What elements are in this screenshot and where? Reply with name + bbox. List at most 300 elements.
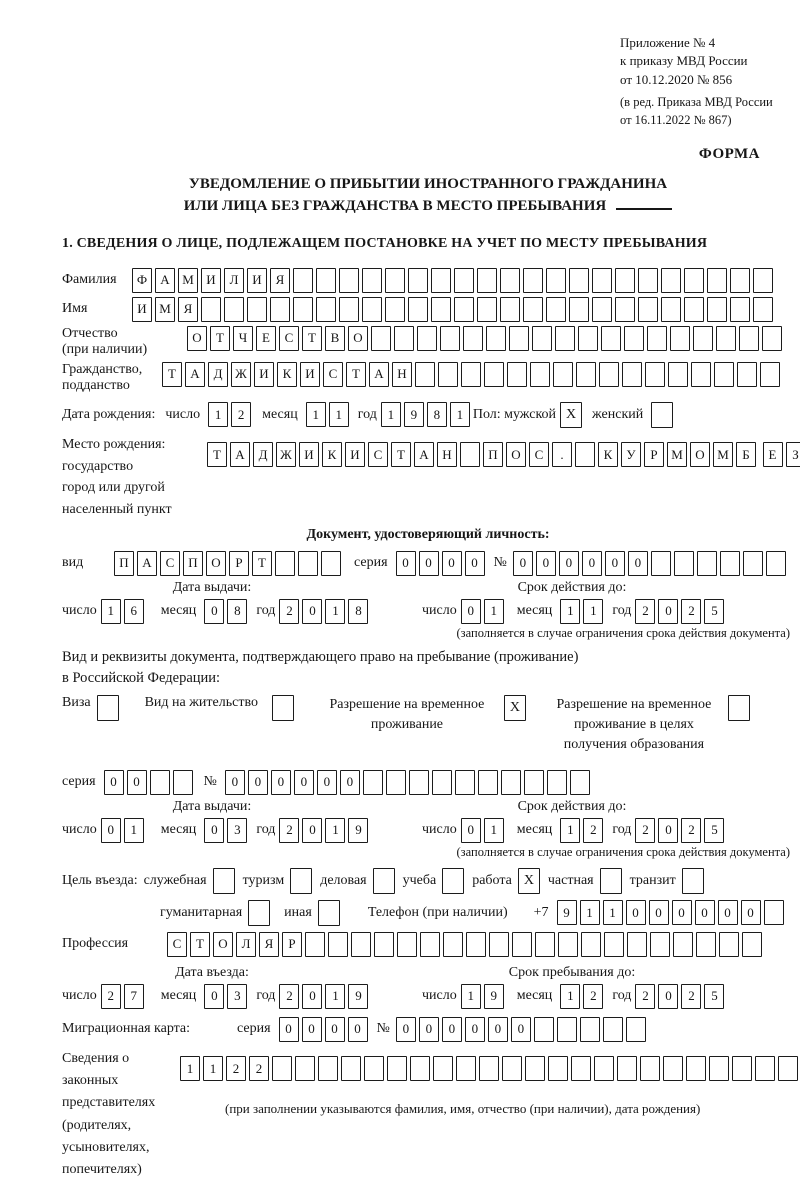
char-cell[interactable] <box>576 362 596 387</box>
char-cell[interactable]: 9 <box>348 984 368 1009</box>
char-cell[interactable]: 3 <box>227 984 247 1009</box>
char-cell[interactable] <box>466 932 486 957</box>
char-cell[interactable] <box>433 1056 453 1081</box>
char-cell[interactable] <box>647 326 667 351</box>
char-cell[interactable]: К <box>598 442 618 467</box>
char-cell[interactable]: И <box>254 362 274 387</box>
char-cell[interactable]: 2 <box>681 818 701 843</box>
residence-permit-checkbox[interactable] <box>272 695 294 721</box>
char-cell[interactable] <box>224 297 244 322</box>
char-cell[interactable] <box>592 297 612 322</box>
char-cell[interactable]: 0 <box>672 900 692 925</box>
char-cell[interactable] <box>409 770 429 795</box>
char-cell[interactable]: Я <box>270 268 290 293</box>
char-cell[interactable]: П <box>483 442 503 467</box>
char-cell[interactable] <box>374 932 394 957</box>
char-cell[interactable]: 0 <box>204 984 224 1009</box>
char-cell[interactable] <box>477 297 497 322</box>
char-cell[interactable] <box>553 362 573 387</box>
char-cell[interactable]: 0 <box>442 1017 462 1042</box>
char-cell[interactable]: 0 <box>658 599 678 624</box>
male-checkbox[interactable]: X <box>560 402 582 428</box>
char-cell[interactable]: С <box>279 326 299 351</box>
char-cell[interactable]: Я <box>259 932 279 957</box>
char-cell[interactable] <box>509 326 529 351</box>
char-cell[interactable] <box>670 326 690 351</box>
char-cell[interactable]: 9 <box>404 402 424 427</box>
char-cell[interactable] <box>438 362 458 387</box>
char-cell[interactable] <box>351 932 371 957</box>
char-cell[interactable]: 0 <box>419 551 439 576</box>
char-cell[interactable]: У <box>621 442 641 467</box>
char-cell[interactable]: 1 <box>325 984 345 1009</box>
char-cell[interactable] <box>570 770 590 795</box>
char-cell[interactable] <box>601 326 621 351</box>
char-cell[interactable]: Т <box>391 442 411 467</box>
char-cell[interactable] <box>362 268 382 293</box>
char-cell[interactable] <box>693 326 713 351</box>
char-cell[interactable]: 0 <box>658 818 678 843</box>
char-cell[interactable]: С <box>160 551 180 576</box>
char-cell[interactable]: Т <box>346 362 366 387</box>
char-cell[interactable] <box>524 770 544 795</box>
char-cell[interactable]: И <box>132 297 152 322</box>
char-cell[interactable] <box>431 297 451 322</box>
char-cell[interactable] <box>479 1056 499 1081</box>
char-cell[interactable] <box>691 362 711 387</box>
char-cell[interactable] <box>201 297 221 322</box>
char-cell[interactable]: Т <box>210 326 230 351</box>
char-cell[interactable] <box>477 268 497 293</box>
char-cell[interactable] <box>617 1056 637 1081</box>
char-cell[interactable]: 2 <box>583 984 603 1009</box>
char-cell[interactable] <box>732 1056 752 1081</box>
transit-checkbox[interactable] <box>682 868 704 894</box>
char-cell[interactable]: Л <box>224 268 244 293</box>
char-cell[interactable]: 0 <box>559 551 579 576</box>
char-cell[interactable] <box>534 1017 554 1042</box>
char-cell[interactable] <box>650 932 670 957</box>
char-cell[interactable] <box>578 326 598 351</box>
char-cell[interactable] <box>500 268 520 293</box>
char-cell[interactable] <box>707 268 727 293</box>
char-cell[interactable]: Р <box>644 442 664 467</box>
char-cell[interactable]: 1 <box>306 402 326 427</box>
char-cell[interactable] <box>341 1056 361 1081</box>
char-cell[interactable] <box>408 297 428 322</box>
char-cell[interactable]: Т <box>207 442 227 467</box>
char-cell[interactable]: Ж <box>276 442 296 467</box>
char-cell[interactable] <box>592 268 612 293</box>
char-cell[interactable] <box>247 297 267 322</box>
char-cell[interactable] <box>500 297 520 322</box>
char-cell[interactable] <box>275 551 295 576</box>
char-cell[interactable] <box>432 770 452 795</box>
char-cell[interactable] <box>525 1056 545 1081</box>
char-cell[interactable] <box>410 1056 430 1081</box>
char-cell[interactable]: В <box>325 326 345 351</box>
char-cell[interactable] <box>581 932 601 957</box>
char-cell[interactable]: 1 <box>208 402 228 427</box>
char-cell[interactable]: Д <box>208 362 228 387</box>
char-cell[interactable]: 0 <box>348 1017 368 1042</box>
char-cell[interactable]: С <box>368 442 388 467</box>
char-cell[interactable]: Т <box>190 932 210 957</box>
char-cell[interactable] <box>478 770 498 795</box>
char-cell[interactable] <box>463 326 483 351</box>
char-cell[interactable] <box>417 326 437 351</box>
char-cell[interactable] <box>645 362 665 387</box>
char-cell[interactable]: 1 <box>560 818 580 843</box>
char-cell[interactable] <box>293 297 313 322</box>
char-cell[interactable] <box>293 268 313 293</box>
char-cell[interactable]: 0 <box>582 551 602 576</box>
char-cell[interactable]: М <box>155 297 175 322</box>
char-cell[interactable]: 1 <box>583 599 603 624</box>
char-cell[interactable] <box>415 362 435 387</box>
char-cell[interactable]: И <box>201 268 221 293</box>
char-cell[interactable]: Е <box>256 326 276 351</box>
char-cell[interactable]: 2 <box>101 984 121 1009</box>
char-cell[interactable] <box>569 268 589 293</box>
char-cell[interactable]: 0 <box>248 770 268 795</box>
char-cell[interactable] <box>599 362 619 387</box>
char-cell[interactable]: 0 <box>465 1017 485 1042</box>
char-cell[interactable]: Б <box>736 442 756 467</box>
char-cell[interactable]: 0 <box>511 1017 531 1042</box>
char-cell[interactable]: С <box>323 362 343 387</box>
char-cell[interactable]: 2 <box>635 984 655 1009</box>
char-cell[interactable]: 9 <box>484 984 504 1009</box>
char-cell[interactable]: 2 <box>279 599 299 624</box>
char-cell[interactable]: 0 <box>104 770 124 795</box>
char-cell[interactable]: 0 <box>649 900 669 925</box>
char-cell[interactable]: О <box>187 326 207 351</box>
char-cell[interactable]: 2 <box>681 599 701 624</box>
char-cell[interactable] <box>502 1056 522 1081</box>
char-cell[interactable]: 0 <box>225 770 245 795</box>
char-cell[interactable]: 2 <box>279 984 299 1009</box>
char-cell[interactable] <box>535 932 555 957</box>
char-cell[interactable]: 1 <box>484 599 504 624</box>
char-cell[interactable] <box>316 297 336 322</box>
char-cell[interactable]: 1 <box>203 1056 223 1081</box>
private-checkbox[interactable] <box>600 868 622 894</box>
char-cell[interactable]: 0 <box>461 818 481 843</box>
char-cell[interactable]: 1 <box>603 900 623 925</box>
char-cell[interactable] <box>339 268 359 293</box>
char-cell[interactable] <box>270 297 290 322</box>
char-cell[interactable] <box>580 1017 600 1042</box>
char-cell[interactable] <box>557 1017 577 1042</box>
char-cell[interactable] <box>321 551 341 576</box>
char-cell[interactable] <box>363 770 383 795</box>
char-cell[interactable]: 1 <box>381 402 401 427</box>
char-cell[interactable]: М <box>713 442 733 467</box>
char-cell[interactable] <box>387 1056 407 1081</box>
char-cell[interactable]: 0 <box>626 900 646 925</box>
char-cell[interactable]: М <box>178 268 198 293</box>
char-cell[interactable] <box>762 326 782 351</box>
char-cell[interactable] <box>546 268 566 293</box>
char-cell[interactable] <box>778 1056 798 1081</box>
char-cell[interactable]: А <box>414 442 434 467</box>
char-cell[interactable] <box>408 268 428 293</box>
char-cell[interactable] <box>440 326 460 351</box>
char-cell[interactable] <box>328 932 348 957</box>
char-cell[interactable] <box>571 1056 591 1081</box>
char-cell[interactable]: 1 <box>325 818 345 843</box>
char-cell[interactable]: 1 <box>124 818 144 843</box>
char-cell[interactable] <box>696 932 716 957</box>
char-cell[interactable]: 0 <box>536 551 556 576</box>
char-cell[interactable]: О <box>213 932 233 957</box>
char-cell[interactable]: А <box>369 362 389 387</box>
char-cell[interactable]: 0 <box>325 1017 345 1042</box>
char-cell[interactable] <box>714 362 734 387</box>
char-cell[interactable] <box>386 770 406 795</box>
char-cell[interactable] <box>512 932 532 957</box>
char-cell[interactable]: Р <box>282 932 302 957</box>
char-cell[interactable]: 0 <box>302 984 322 1009</box>
char-cell[interactable]: 1 <box>329 402 349 427</box>
char-cell[interactable] <box>385 268 405 293</box>
char-cell[interactable]: Т <box>162 362 182 387</box>
char-cell[interactable]: К <box>322 442 342 467</box>
char-cell[interactable]: Т <box>302 326 322 351</box>
char-cell[interactable]: 2 <box>635 599 655 624</box>
char-cell[interactable] <box>661 268 681 293</box>
char-cell[interactable] <box>362 297 382 322</box>
char-cell[interactable] <box>663 1056 683 1081</box>
char-cell[interactable] <box>753 268 773 293</box>
char-cell[interactable] <box>709 1056 729 1081</box>
char-cell[interactable]: 7 <box>124 984 144 1009</box>
char-cell[interactable]: 0 <box>465 551 485 576</box>
char-cell[interactable]: Л <box>236 932 256 957</box>
char-cell[interactable] <box>150 770 170 795</box>
char-cell[interactable]: 0 <box>294 770 314 795</box>
char-cell[interactable]: 0 <box>461 599 481 624</box>
char-cell[interactable] <box>454 297 474 322</box>
char-cell[interactable]: 0 <box>628 551 648 576</box>
char-cell[interactable]: И <box>299 442 319 467</box>
char-cell[interactable] <box>674 551 694 576</box>
char-cell[interactable] <box>298 551 318 576</box>
char-cell[interactable] <box>638 297 658 322</box>
char-cell[interactable]: 8 <box>427 402 447 427</box>
char-cell[interactable]: 2 <box>583 818 603 843</box>
char-cell[interactable]: 0 <box>302 818 322 843</box>
char-cell[interactable]: 9 <box>348 818 368 843</box>
char-cell[interactable]: О <box>206 551 226 576</box>
char-cell[interactable] <box>316 268 336 293</box>
char-cell[interactable]: 1 <box>580 900 600 925</box>
char-cell[interactable]: 0 <box>718 900 738 925</box>
char-cell[interactable] <box>673 932 693 957</box>
char-cell[interactable]: П <box>183 551 203 576</box>
char-cell[interactable] <box>686 1056 706 1081</box>
char-cell[interactable] <box>622 362 642 387</box>
char-cell[interactable]: П <box>114 551 134 576</box>
char-cell[interactable] <box>684 268 704 293</box>
humanitarian-checkbox[interactable] <box>248 900 270 926</box>
char-cell[interactable]: 6 <box>124 599 144 624</box>
char-cell[interactable]: 2 <box>635 818 655 843</box>
visa-checkbox[interactable] <box>97 695 119 721</box>
char-cell[interactable] <box>454 268 474 293</box>
char-cell[interactable] <box>455 770 475 795</box>
char-cell[interactable]: 0 <box>488 1017 508 1042</box>
char-cell[interactable] <box>707 297 727 322</box>
char-cell[interactable]: 2 <box>279 818 299 843</box>
char-cell[interactable] <box>743 551 763 576</box>
char-cell[interactable]: Я <box>178 297 198 322</box>
char-cell[interactable] <box>615 297 635 322</box>
char-cell[interactable]: 0 <box>442 551 462 576</box>
char-cell[interactable]: Ф <box>132 268 152 293</box>
char-cell[interactable]: И <box>300 362 320 387</box>
char-cell[interactable]: О <box>348 326 368 351</box>
char-cell[interactable] <box>624 326 644 351</box>
char-cell[interactable] <box>697 551 717 576</box>
char-cell[interactable]: О <box>690 442 710 467</box>
char-cell[interactable]: 0 <box>396 551 416 576</box>
char-cell[interactable]: 0 <box>340 770 360 795</box>
char-cell[interactable]: М <box>667 442 687 467</box>
char-cell[interactable] <box>638 268 658 293</box>
char-cell[interactable] <box>456 1056 476 1081</box>
temp-residence-checkbox[interactable]: X <box>504 695 526 721</box>
tourism-checkbox[interactable] <box>290 868 312 894</box>
char-cell[interactable]: 0 <box>204 599 224 624</box>
char-cell[interactable]: . <box>552 442 572 467</box>
char-cell[interactable]: 2 <box>226 1056 246 1081</box>
char-cell[interactable]: 2 <box>249 1056 269 1081</box>
char-cell[interactable] <box>603 1017 623 1042</box>
char-cell[interactable]: 1 <box>560 984 580 1009</box>
char-cell[interactable]: А <box>137 551 157 576</box>
char-cell[interactable] <box>431 268 451 293</box>
char-cell[interactable] <box>385 297 405 322</box>
char-cell[interactable] <box>547 770 567 795</box>
char-cell[interactable] <box>575 442 595 467</box>
char-cell[interactable] <box>339 297 359 322</box>
char-cell[interactable] <box>766 551 786 576</box>
char-cell[interactable] <box>371 326 391 351</box>
char-cell[interactable]: 2 <box>231 402 251 427</box>
char-cell[interactable] <box>272 1056 292 1081</box>
char-cell[interactable] <box>443 932 463 957</box>
char-cell[interactable] <box>730 268 750 293</box>
char-cell[interactable] <box>532 326 552 351</box>
char-cell[interactable]: 0 <box>271 770 291 795</box>
char-cell[interactable] <box>460 442 480 467</box>
char-cell[interactable] <box>569 297 589 322</box>
char-cell[interactable] <box>523 268 543 293</box>
char-cell[interactable]: 5 <box>704 818 724 843</box>
char-cell[interactable] <box>594 1056 614 1081</box>
char-cell[interactable] <box>737 362 757 387</box>
char-cell[interactable]: З <box>786 442 800 467</box>
char-cell[interactable] <box>730 297 750 322</box>
char-cell[interactable]: 1 <box>560 599 580 624</box>
char-cell[interactable]: 0 <box>513 551 533 576</box>
char-cell[interactable]: И <box>247 268 267 293</box>
business-checkbox[interactable] <box>373 868 395 894</box>
char-cell[interactable] <box>507 362 527 387</box>
char-cell[interactable]: 0 <box>204 818 224 843</box>
char-cell[interactable] <box>627 932 647 957</box>
char-cell[interactable] <box>764 900 784 925</box>
female-checkbox[interactable] <box>651 402 673 428</box>
char-cell[interactable] <box>484 362 504 387</box>
char-cell[interactable] <box>546 297 566 322</box>
char-cell[interactable] <box>615 268 635 293</box>
char-cell[interactable] <box>364 1056 384 1081</box>
char-cell[interactable] <box>684 297 704 322</box>
char-cell[interactable]: 0 <box>695 900 715 925</box>
char-cell[interactable] <box>742 932 762 957</box>
char-cell[interactable] <box>523 297 543 322</box>
char-cell[interactable]: Ч <box>233 326 253 351</box>
char-cell[interactable]: 8 <box>348 599 368 624</box>
char-cell[interactable]: 1 <box>450 402 470 427</box>
char-cell[interactable]: 0 <box>658 984 678 1009</box>
char-cell[interactable]: 0 <box>396 1017 416 1042</box>
study-checkbox[interactable] <box>442 868 464 894</box>
char-cell[interactable]: 3 <box>227 818 247 843</box>
char-cell[interactable]: Н <box>392 362 412 387</box>
char-cell[interactable] <box>651 551 671 576</box>
char-cell[interactable]: 1 <box>101 599 121 624</box>
char-cell[interactable] <box>397 932 417 957</box>
char-cell[interactable]: Р <box>229 551 249 576</box>
char-cell[interactable] <box>305 932 325 957</box>
char-cell[interactable] <box>760 362 780 387</box>
char-cell[interactable] <box>548 1056 568 1081</box>
char-cell[interactable]: А <box>155 268 175 293</box>
char-cell[interactable]: С <box>167 932 187 957</box>
char-cell[interactable]: Т <box>252 551 272 576</box>
char-cell[interactable] <box>604 932 624 957</box>
char-cell[interactable]: С <box>529 442 549 467</box>
char-cell[interactable] <box>716 326 736 351</box>
char-cell[interactable]: 0 <box>127 770 147 795</box>
char-cell[interactable] <box>461 362 481 387</box>
work-checkbox[interactable]: X <box>518 868 540 894</box>
char-cell[interactable]: 0 <box>317 770 337 795</box>
char-cell[interactable]: 8 <box>227 599 247 624</box>
char-cell[interactable] <box>626 1017 646 1042</box>
char-cell[interactable] <box>555 326 575 351</box>
char-cell[interactable] <box>318 1056 338 1081</box>
char-cell[interactable] <box>295 1056 315 1081</box>
char-cell[interactable]: 0 <box>302 1017 322 1042</box>
char-cell[interactable]: О <box>506 442 526 467</box>
char-cell[interactable]: 9 <box>557 900 577 925</box>
char-cell[interactable] <box>753 297 773 322</box>
char-cell[interactable]: Н <box>437 442 457 467</box>
char-cell[interactable] <box>530 362 550 387</box>
char-cell[interactable]: 0 <box>605 551 625 576</box>
char-cell[interactable] <box>501 770 521 795</box>
char-cell[interactable]: Ж <box>231 362 251 387</box>
char-cell[interactable] <box>661 297 681 322</box>
char-cell[interactable]: К <box>277 362 297 387</box>
char-cell[interactable] <box>489 932 509 957</box>
char-cell[interactable]: 5 <box>704 984 724 1009</box>
